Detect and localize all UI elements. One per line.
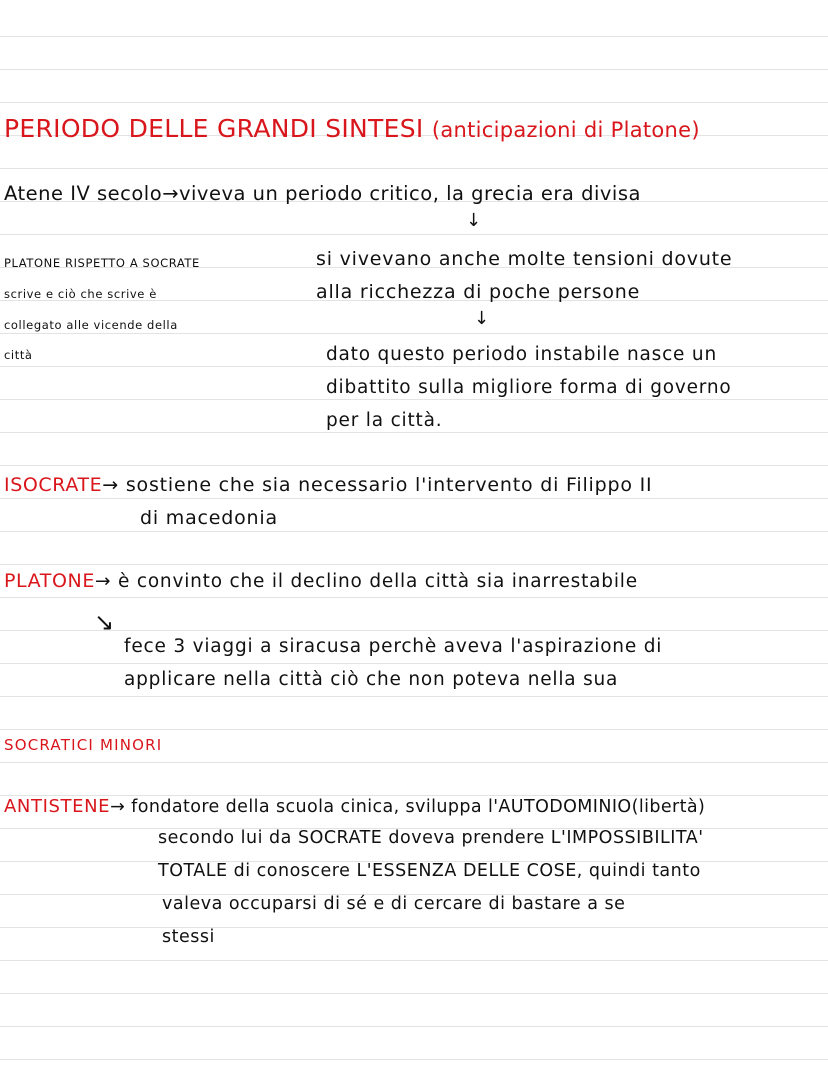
socratici-heading: SOCRATICI MINORI — [4, 736, 163, 754]
dibattito-line-2: dibattito sulla migliore forma di governo — [326, 377, 732, 398]
right-arrow-icon: → — [94, 571, 112, 592]
isocrate-label: ISOCRATE — [4, 474, 103, 496]
antistene-line-1 — [4, 798, 705, 817]
platone-line-2: fece 3 viaggi a siracusa perchè aveva l'aspirazione di — [124, 636, 663, 657]
antistene-text-1: fondatore della scuola cinica, sviluppa l'AUTODOMINIO(libertà) — [131, 797, 706, 817]
tensioni-line-1: si vivevano anche molte tensioni dovute — [316, 248, 733, 270]
right-arrow-icon: → — [102, 474, 119, 496]
antistene-line-4: valeva occuparsi di sé e di cercare di bastare a se — [162, 894, 626, 914]
atene-line: Atene IV secolo→viveva un periodo critico, la grecia era divisa — [4, 182, 641, 205]
platone-line-3: applicare nella città ciò che non poteva nella sua — [124, 669, 619, 690]
side-note-line-1: PLATONE RISPETTO A SOCRATE — [4, 256, 200, 270]
antistene-label: ANTISTENE — [4, 796, 111, 817]
title-main: PERIODO DELLE GRANDI SINTESI — [4, 114, 424, 143]
antistene-line-3: TOTALE di conoscere L'ESSENZA DELLE COSE, quindi tanto — [158, 861, 701, 881]
isocrate-line-1 — [4, 476, 652, 495]
side-note-line-4: città — [4, 348, 33, 362]
down-arrow-icon: ↓ — [474, 308, 490, 329]
platone-text-1: è convinto che il declino della città sia inarrestabile — [117, 571, 638, 592]
antistene-line-5: stessi — [162, 927, 215, 947]
side-note-line-2: scrive e ciò che scrive è — [4, 287, 157, 301]
isocrate-text-1: sostiene che sia necessario l'intervento di Filippo II — [125, 474, 653, 496]
right-arrow-icon: → — [110, 797, 126, 817]
antistene-line-2: secondo lui da SOCRATE doveva prendere L'IMPOSSIBILITA' — [158, 828, 704, 848]
down-arrow-icon: ↓ — [466, 210, 482, 231]
side-note-line-3: collegato alle vicende della — [4, 318, 178, 332]
dibattito-line-1: dato questo periodo instabile nasce un — [326, 344, 717, 365]
platone-label: PLATONE — [4, 570, 95, 592]
platone-line-1 — [4, 572, 638, 592]
isocrate-line-2: di macedonia — [140, 507, 278, 529]
page-title — [4, 116, 700, 141]
title-paren: (anticipazioni di Platone) — [431, 118, 700, 142]
down-right-arrow-icon: ↘ — [94, 608, 115, 636]
dibattito-line-3: per la città. — [326, 410, 443, 431]
tensioni-line-2: alla ricchezza di poche persone — [316, 281, 641, 303]
